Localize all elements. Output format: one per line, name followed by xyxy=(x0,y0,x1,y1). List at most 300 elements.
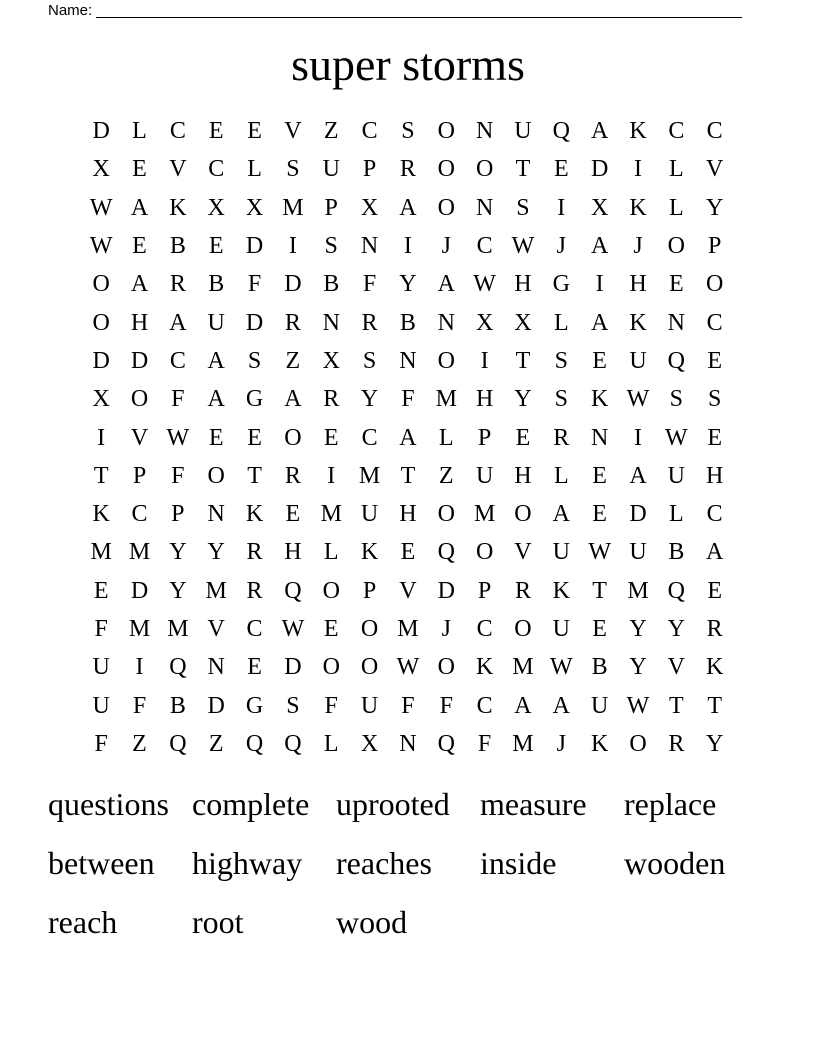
grid-letter[interactable]: E xyxy=(592,462,607,489)
grid-letter[interactable]: A xyxy=(590,309,609,336)
grid-letter[interactable]: O xyxy=(629,730,647,757)
grid-letter[interactable]: H xyxy=(706,462,724,489)
grid-letter[interactable]: H xyxy=(130,309,149,336)
grid-letter[interactable]: X xyxy=(245,194,264,221)
grid-letter[interactable]: N xyxy=(360,233,379,260)
grid-letter[interactable]: O xyxy=(322,654,340,681)
grid-letter[interactable]: E xyxy=(592,616,607,642)
grid-row xyxy=(82,725,734,763)
grid-letter[interactable]: V xyxy=(284,118,302,145)
grid-letter[interactable]: D xyxy=(130,347,149,374)
grid-letter[interactable]: E xyxy=(400,539,416,566)
grid-letter[interactable]: N xyxy=(399,730,417,757)
grid-letter[interactable]: O xyxy=(360,654,379,681)
grid-letter[interactable]: R xyxy=(284,462,301,489)
grid-letter[interactable]: R xyxy=(514,577,531,604)
grid-letter[interactable]: A xyxy=(130,271,149,298)
grid-letter[interactable]: S xyxy=(707,386,722,413)
grid-letter[interactable]: K xyxy=(629,194,647,221)
grid-letter[interactable]: T xyxy=(668,692,684,719)
grid-letter[interactable]: J xyxy=(556,730,566,757)
grid-letter[interactable]: Z xyxy=(285,347,301,374)
grid-letter[interactable]: M xyxy=(205,577,227,604)
grid-letter[interactable]: K xyxy=(169,194,187,221)
grid-letter[interactable]: C xyxy=(476,616,493,642)
grid-letter[interactable]: W xyxy=(511,233,535,260)
grid-letter[interactable]: O xyxy=(475,156,494,183)
grid-letter[interactable]: F xyxy=(171,386,185,413)
grid-letter[interactable]: J xyxy=(556,233,566,260)
grid-letter[interactable]: F xyxy=(439,692,453,719)
grid-letter[interactable]: E xyxy=(247,118,262,145)
grid-letter[interactable]: K xyxy=(706,654,724,681)
grid-letter[interactable]: K xyxy=(590,730,609,757)
grid-letter[interactable]: L xyxy=(438,424,454,451)
grid-letter[interactable]: Y xyxy=(514,386,532,413)
grid-letter[interactable]: C xyxy=(706,501,723,528)
grid-letter[interactable]: W xyxy=(626,386,650,413)
grid-letter[interactable]: S xyxy=(401,118,415,145)
grid-letter[interactable]: S xyxy=(516,194,530,221)
grid-letter[interactable]: E xyxy=(515,424,531,451)
grid-letter[interactable]: I xyxy=(633,424,642,451)
grid-letter[interactable]: F xyxy=(247,271,262,298)
grid-letter[interactable]: A xyxy=(207,386,225,413)
grid-letter[interactable]: O xyxy=(284,424,302,451)
grid-letter[interactable]: O xyxy=(667,233,685,260)
grid-letter[interactable]: B xyxy=(208,271,225,298)
grid-letter[interactable]: M xyxy=(90,539,112,566)
grid-letter[interactable]: Y xyxy=(706,194,724,221)
grid-letter[interactable]: S xyxy=(286,692,300,719)
grid-letter[interactable]: Q xyxy=(284,577,302,604)
grid-letter[interactable]: Z xyxy=(208,730,224,757)
grid-letter[interactable]: L xyxy=(132,118,147,145)
grid-letter[interactable]: D xyxy=(92,118,110,145)
grid-letter[interactable]: Q xyxy=(667,577,685,604)
grid-letter[interactable]: N xyxy=(590,424,609,451)
grid-letter[interactable]: C xyxy=(706,118,723,145)
grid-letter[interactable]: M xyxy=(512,654,534,681)
grid-letter[interactable]: Y xyxy=(399,271,417,298)
word-list-item: root xyxy=(192,904,244,940)
grid-letter[interactable]: W xyxy=(588,539,611,566)
grid-letter[interactable]: I xyxy=(633,156,642,183)
grid-letter[interactable]: I xyxy=(403,233,412,260)
grid-letter[interactable]: L xyxy=(668,156,684,183)
grid-letter[interactable]: T xyxy=(707,692,722,719)
grid-letter[interactable]: E xyxy=(668,271,684,298)
grid-letter[interactable]: C xyxy=(706,309,723,336)
grid-letter[interactable]: T xyxy=(515,156,531,183)
grid-letter[interactable]: R xyxy=(668,730,685,757)
grid-letter[interactable]: K xyxy=(360,539,379,566)
grid-letter[interactable]: T xyxy=(93,462,109,489)
grid-letter[interactable]: O xyxy=(437,347,455,374)
grid-letter[interactable]: S xyxy=(669,386,683,413)
grid-letter[interactable]: P xyxy=(362,156,377,183)
grid-letter[interactable]: K xyxy=(475,654,494,681)
grid-letter[interactable]: W xyxy=(89,233,113,260)
grid-letter[interactable]: Q xyxy=(552,118,570,145)
word-list-item: inside xyxy=(480,845,557,881)
grid-letter[interactable]: P xyxy=(477,424,492,451)
grid-letter[interactable]: A xyxy=(590,233,609,260)
grid-letter[interactable]: L xyxy=(323,730,339,757)
grid-letter[interactable]: B xyxy=(169,692,186,719)
grid-letter[interactable]: E xyxy=(208,118,224,145)
grid-letter[interactable]: I xyxy=(327,462,336,489)
grid-letter[interactable]: N xyxy=(437,309,455,336)
grid-letter[interactable]: A xyxy=(552,501,570,528)
grid-letter[interactable]: B xyxy=(399,309,416,336)
word-list-item: wood xyxy=(336,904,408,940)
grid-letter[interactable]: G xyxy=(552,271,570,298)
grid-letter[interactable]: J xyxy=(633,233,643,260)
grid-letter[interactable]: R xyxy=(399,156,416,183)
grid-letter[interactable]: A xyxy=(207,347,225,374)
grid-letter[interactable]: B xyxy=(668,539,685,566)
grid-letter[interactable]: Y xyxy=(629,654,647,681)
word-list-item: reach xyxy=(48,904,118,940)
grid-letter[interactable]: M xyxy=(282,194,304,221)
grid-letter[interactable]: S xyxy=(362,347,377,374)
grid-letter[interactable]: C xyxy=(361,424,378,451)
grid-letter[interactable]: I xyxy=(288,233,297,260)
grid-letter[interactable]: D xyxy=(245,309,264,336)
grid-letter[interactable]: A xyxy=(284,386,302,413)
grid-letter[interactable]: C xyxy=(476,692,493,719)
grid-letter[interactable]: A xyxy=(130,194,149,221)
grid-letter[interactable]: R xyxy=(553,424,570,451)
grid-letter[interactable]: I xyxy=(595,271,604,298)
grid-letter[interactable]: D xyxy=(207,692,225,719)
grid-letter[interactable]: D xyxy=(284,271,302,298)
grid-letter[interactable]: Q xyxy=(667,347,685,374)
grid-letter[interactable]: E xyxy=(208,424,224,451)
grid-letter[interactable]: K xyxy=(552,577,570,604)
grid-letter[interactable]: Y xyxy=(360,386,379,413)
grid-letter[interactable]: O xyxy=(437,501,455,528)
grid-letter[interactable]: Y xyxy=(667,616,685,642)
grid-letter[interactable]: Q xyxy=(437,539,455,566)
grid-letter[interactable]: Y xyxy=(207,539,225,566)
grid-letter[interactable]: F xyxy=(94,730,108,757)
grid-letter[interactable]: R xyxy=(323,386,340,413)
grid-letter[interactable]: S xyxy=(247,347,262,374)
grid-letter[interactable]: W xyxy=(166,424,190,451)
grid-letter[interactable]: V xyxy=(514,539,532,566)
grid-letter[interactable]: E xyxy=(323,424,339,451)
grid-letter[interactable]: U xyxy=(92,654,110,681)
grid-letter[interactable]: X xyxy=(360,194,379,221)
grid-letter[interactable]: H xyxy=(514,462,532,489)
grid-letter[interactable]: H xyxy=(399,501,417,528)
grid-letter[interactable]: Z xyxy=(323,118,339,145)
grid-letter[interactable]: P xyxy=(362,577,377,604)
grid-letter[interactable]: E xyxy=(323,616,339,642)
grid-letter[interactable]: U xyxy=(552,539,570,566)
grid-letter[interactable]: E xyxy=(592,347,607,374)
grid-letter[interactable]: R xyxy=(169,271,186,298)
grid-letter[interactable]: E xyxy=(707,347,722,374)
grid-letter[interactable]: B xyxy=(323,271,340,298)
grid-letter[interactable]: Y xyxy=(706,730,724,757)
grid-letter[interactable]: U xyxy=(207,309,225,336)
grid-letter[interactable]: D xyxy=(92,347,110,374)
grid-letter[interactable]: F xyxy=(477,730,492,757)
grid-letter[interactable]: X xyxy=(207,194,225,221)
grid-letter[interactable]: I xyxy=(135,654,144,681)
grid-letter[interactable]: M xyxy=(473,501,496,528)
grid-letter[interactable]: X xyxy=(92,156,110,183)
grid-letter[interactable]: A xyxy=(399,424,417,451)
grid-letter[interactable]: V xyxy=(667,654,685,681)
grid-letter[interactable]: R xyxy=(246,539,263,566)
grid-letter[interactable]: O xyxy=(514,501,532,528)
grid-letter[interactable]: D xyxy=(629,501,647,528)
grid-letter[interactable]: E xyxy=(707,577,722,604)
grid-letter[interactable]: S xyxy=(324,233,338,260)
grid-letter[interactable]: C xyxy=(476,233,493,260)
grid-letter[interactable]: X xyxy=(514,309,532,336)
grid-letter[interactable]: Z xyxy=(438,462,454,489)
grid-letter[interactable]: I xyxy=(480,347,489,374)
grid-letter[interactable]: O xyxy=(92,309,110,336)
grid-row xyxy=(82,112,734,150)
grid-letter[interactable]: F xyxy=(401,386,415,413)
grid-letter[interactable]: B xyxy=(591,654,608,681)
grid-letter[interactable]: O xyxy=(437,654,455,681)
grid-letter[interactable]: M xyxy=(167,616,189,642)
grid-letter[interactable]: L xyxy=(668,194,684,221)
grid-letter[interactable]: N xyxy=(207,654,225,681)
grid-letter[interactable]: O xyxy=(437,156,455,183)
grid-letter[interactable]: F xyxy=(324,692,338,719)
grid-letter[interactable]: Q xyxy=(245,730,264,757)
grid-letter[interactable]: F xyxy=(94,616,108,642)
grid-letter[interactable]: T xyxy=(247,462,262,489)
grid-letter[interactable]: U xyxy=(475,462,494,489)
grid-letter[interactable]: E xyxy=(707,424,722,451)
grid-letter[interactable]: A xyxy=(437,271,455,298)
grid-letter[interactable]: U xyxy=(667,462,685,489)
grid-letter[interactable]: L xyxy=(247,156,262,183)
grid-letter[interactable]: L xyxy=(323,539,339,566)
grid-letter[interactable]: A xyxy=(399,194,417,221)
grid-letter[interactable]: U xyxy=(360,501,379,528)
grid-letter[interactable]: G xyxy=(245,692,264,719)
grid-letter[interactable]: P xyxy=(132,462,147,489)
grid-letter[interactable]: N xyxy=(667,309,685,336)
grid-letter[interactable]: S xyxy=(554,386,568,413)
grid-letter[interactable]: H xyxy=(284,539,302,566)
grid-letter[interactable]: K xyxy=(92,501,110,528)
grid-letter[interactable]: X xyxy=(92,386,110,413)
grid-letter[interactable]: U xyxy=(360,692,379,719)
grid-letter[interactable]: S xyxy=(554,347,568,374)
grid-letter[interactable]: P xyxy=(477,577,492,604)
grid-letter[interactable]: M xyxy=(397,616,419,642)
grid-letter[interactable]: I xyxy=(557,194,566,221)
grid-letter[interactable]: R xyxy=(246,577,263,604)
grid-letter[interactable]: D xyxy=(130,577,149,604)
grid-letter[interactable]: O xyxy=(437,118,455,145)
grid-letter[interactable]: T xyxy=(592,577,607,604)
grid-letter[interactable]: M xyxy=(128,616,151,642)
grid-letter[interactable]: B xyxy=(169,233,186,260)
grid-letter[interactable]: A xyxy=(629,462,647,489)
grid-letter[interactable]: H xyxy=(514,271,532,298)
grid-letter[interactable]: M xyxy=(358,462,381,489)
grid-letter[interactable]: I xyxy=(97,424,106,451)
grid-letter[interactable]: Q xyxy=(169,730,187,757)
grid-letter[interactable]: X xyxy=(590,194,609,221)
grid-letter[interactable]: G xyxy=(245,386,264,413)
grid-letter[interactable]: A xyxy=(169,309,187,336)
grid-letter[interactable]: N xyxy=(475,194,494,221)
grid-letter[interactable]: D xyxy=(437,577,455,604)
grid-letter[interactable]: W xyxy=(549,654,573,681)
grid-letter[interactable]: A xyxy=(514,692,532,719)
grid-letter[interactable]: O xyxy=(437,194,455,221)
grid-letter[interactable]: Y xyxy=(169,539,187,566)
grid-letter[interactable]: X xyxy=(322,347,340,374)
grid-letter[interactable]: O xyxy=(322,577,340,604)
grid-letter[interactable]: O xyxy=(92,271,110,298)
grid-letter[interactable]: V xyxy=(706,156,724,183)
grid-letter[interactable]: N xyxy=(399,347,417,374)
grid-letter[interactable]: N xyxy=(475,118,494,145)
grid-letter[interactable]: C xyxy=(169,347,186,374)
grid-letter[interactable]: D xyxy=(245,233,264,260)
grid-letter[interactable]: U xyxy=(514,118,532,145)
grid-letter[interactable]: D xyxy=(284,654,302,681)
grid-letter[interactable]: U xyxy=(552,616,570,642)
grid-letter[interactable]: S xyxy=(286,156,300,183)
grid-letter[interactable]: E xyxy=(553,156,569,183)
grid-letter[interactable]: F xyxy=(401,692,415,719)
grid-letter[interactable]: H xyxy=(629,271,647,298)
grid-letter[interactable]: E xyxy=(247,424,262,451)
grid-letter[interactable]: U xyxy=(322,156,340,183)
grid-letter[interactable]: W xyxy=(396,654,420,681)
grid-letter[interactable]: C xyxy=(169,118,186,145)
grid-letter[interactable]: W xyxy=(473,271,496,298)
grid-letter[interactable]: O xyxy=(130,386,149,413)
grid-letter[interactable]: W xyxy=(281,616,305,642)
grid-letter[interactable]: M xyxy=(128,539,151,566)
grid-letter[interactable]: J xyxy=(441,233,451,260)
grid-letter[interactable]: M xyxy=(627,577,649,604)
grid-letter[interactable]: O xyxy=(360,616,379,642)
grid-letter[interactable]: U xyxy=(590,692,609,719)
grid-letter[interactable]: L xyxy=(553,462,569,489)
grid-letter[interactable]: M xyxy=(320,501,342,528)
grid-letter[interactable]: Q xyxy=(284,730,302,757)
grid-letter[interactable]: C xyxy=(246,616,263,642)
grid-letter[interactable]: O xyxy=(475,539,494,566)
grid-letter[interactable]: C xyxy=(668,118,685,145)
grid-letter[interactable]: W xyxy=(665,424,688,451)
grid-letter[interactable]: C xyxy=(361,118,378,145)
name-underline[interactable] xyxy=(96,3,742,18)
grid-letter[interactable]: O xyxy=(706,271,724,298)
grid-letter[interactable]: W xyxy=(89,194,113,221)
grid-letter[interactable]: M xyxy=(512,730,534,757)
grid-letter[interactable]: A xyxy=(590,118,609,145)
grid-letter[interactable]: U xyxy=(629,539,647,566)
grid-row xyxy=(82,265,734,303)
grid-letter[interactable]: W xyxy=(626,692,650,719)
grid-letter[interactable]: L xyxy=(553,309,569,336)
grid-letter[interactable]: F xyxy=(362,271,377,298)
grid-letter[interactable]: O xyxy=(207,462,225,489)
grid-letter[interactable]: A xyxy=(552,692,570,719)
grid-letter[interactable]: U xyxy=(92,692,110,719)
grid-letter[interactable]: C xyxy=(131,501,148,528)
grid-letter[interactable]: V xyxy=(130,424,149,451)
grid-letter[interactable]: K xyxy=(590,386,609,413)
grid-letter[interactable]: C xyxy=(208,156,225,183)
grid-letter[interactable]: E xyxy=(208,233,224,260)
grid-letter[interactable]: E xyxy=(592,501,607,528)
name-field[interactable] xyxy=(48,0,742,18)
grid-letter[interactable]: P xyxy=(171,501,185,528)
grid-letter[interactable]: K xyxy=(245,501,264,528)
grid-letter[interactable]: N xyxy=(207,501,225,528)
grid-letter[interactable]: V xyxy=(207,616,225,642)
grid-letter[interactable]: Q xyxy=(437,730,455,757)
grid-letter[interactable]: R xyxy=(706,616,723,642)
grid-letter[interactable]: Q xyxy=(169,654,187,681)
grid-letter[interactable]: R xyxy=(361,309,378,336)
word-list-item: questions xyxy=(48,786,169,822)
grid-letter[interactable]: Y xyxy=(169,577,187,604)
grid-letter[interactable]: Y xyxy=(629,616,647,642)
grid-letter[interactable]: Z xyxy=(132,730,147,757)
grid-letter[interactable]: P xyxy=(324,194,338,221)
grid-letter[interactable]: F xyxy=(171,462,185,489)
grid-letter[interactable]: N xyxy=(322,309,340,336)
grid-letter[interactable]: X xyxy=(475,309,494,336)
grid-letter[interactable]: D xyxy=(590,156,609,183)
grid-letter[interactable]: A xyxy=(706,539,724,566)
grid-letter[interactable]: E xyxy=(132,233,147,260)
grid-letter[interactable]: O xyxy=(514,616,532,642)
grid-letter[interactable]: P xyxy=(707,233,722,260)
grid-letter[interactable]: L xyxy=(668,501,684,528)
grid-letter[interactable]: T xyxy=(400,462,416,489)
grid-letter[interactable]: X xyxy=(360,730,379,757)
grid-letter[interactable]: E xyxy=(132,156,147,183)
grid-letter[interactable]: E xyxy=(247,654,262,681)
grid-letter[interactable]: V xyxy=(399,577,417,604)
grid-letter[interactable]: M xyxy=(435,386,457,413)
grid-letter[interactable]: F xyxy=(132,692,147,719)
grid-letter[interactable]: K xyxy=(629,309,647,336)
grid-letter[interactable]: U xyxy=(629,347,647,374)
grid-letter[interactable]: E xyxy=(285,501,301,528)
grid-letter[interactable]: V xyxy=(169,156,187,183)
grid-letter[interactable]: J xyxy=(441,616,451,642)
grid-row xyxy=(82,189,734,227)
grid-letter[interactable]: H xyxy=(475,386,494,413)
grid-letter[interactable]: E xyxy=(93,577,109,604)
grid-letter[interactable]: R xyxy=(284,309,301,336)
grid-letter[interactable]: T xyxy=(515,347,531,374)
grid-letter[interactable]: K xyxy=(629,118,647,145)
